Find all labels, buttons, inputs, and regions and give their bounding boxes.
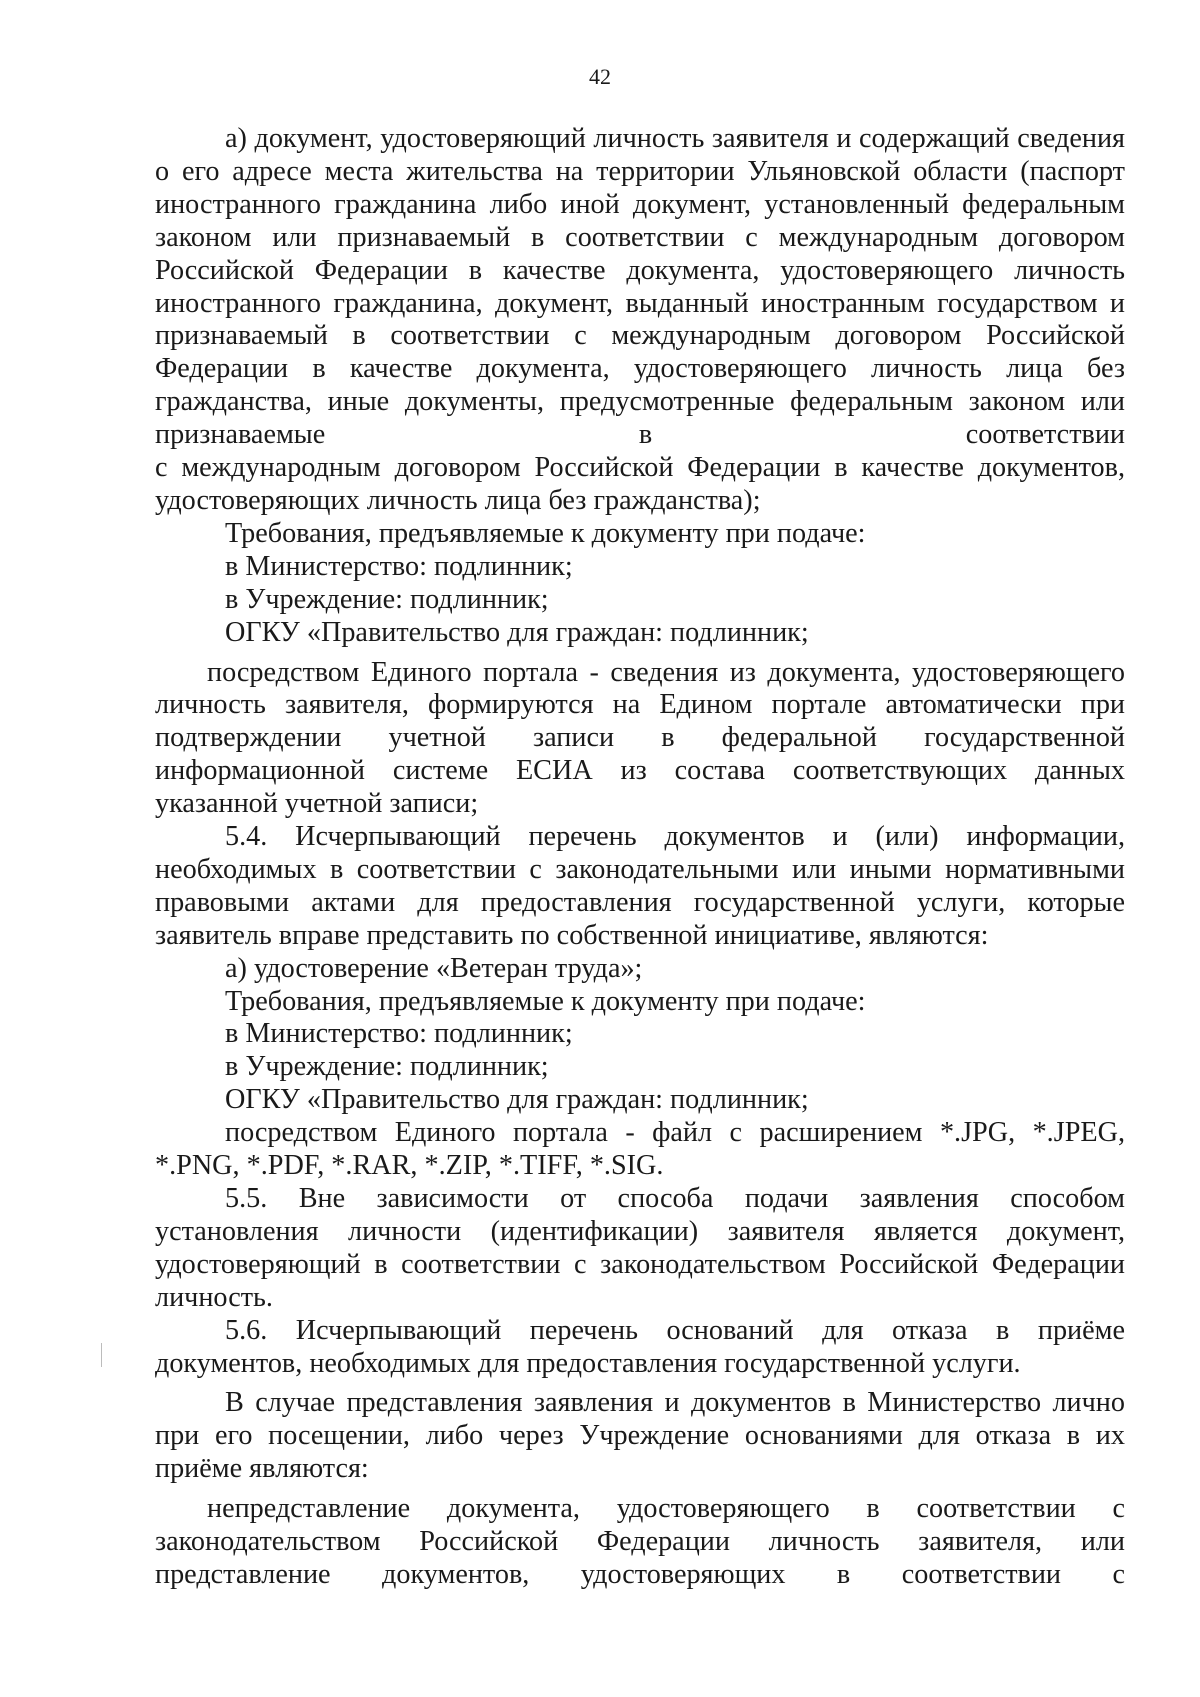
paragraph-portal-file-extensions: посредством Единого портала - файл с расширением *.JPG, *.JPEG, *.PNG, *.PDF, *.RAR, *.ZIP, *.TIFF, *.SIG. <box>155 1117 1125 1182</box>
paragraph-ministry-original-2: в Министерство: подлинник; <box>225 1018 573 1050</box>
paragraph-section-5-4: 5.4. Исчерпывающий перечень документов и (или) информации, необходимых в соответствии с законодательными или иными нормативными правовыми актами для предоставления государственной услуги, которые заявитель вправе представить по собственной инициативе, являются: <box>155 821 1125 951</box>
document-body <box>155 123 1125 1592</box>
paragraph-requirements: Требования, предъявляемые к документу при подаче: <box>225 517 866 549</box>
paragraph-ministry-original: в Министерство: подлинник; <box>225 550 573 582</box>
page-number: 42 <box>589 64 611 89</box>
paragraph-refusal-grounds-intro: В случае представления заявления и документов в Министерство лично при его посещении, либо через Учреждение основаниями для отказа в их приёме являются: <box>155 1387 1125 1485</box>
paragraph-unified-portal-esia: посредством Единого портала - сведения из документа, удостоверяющего личность заявителя, формируются на Едином портале автоматически при подтверждении учетной записи в федеральной государственной информационной системе ЕСИА из состава соответствующих данных указанной учетной записи; <box>155 656 1125 820</box>
paragraph-ogku-original: ОГКУ «Правительство для граждан: подлинник; <box>225 616 809 648</box>
paragraph-section-5-6: 5.6. Исчерпывающий перечень оснований для отказа в приёме документов, необходимых для предоставления государственной услуги. <box>155 1314 1125 1379</box>
paragraph-non-submission: непредставление документа, удостоверяющего в соответствии с законодательством Российской Федерации личность заявителя, или представление документов, удостоверяющих в соответствии с <box>155 1493 1125 1590</box>
paragraph-international-treaty: с международным договором Российской Федерации в качестве документов, удостоверяющих личность лица без гражданства); <box>155 452 1125 516</box>
paragraph-veteran-certificate: а) удостоверение «Ветеран труда»; <box>225 952 643 984</box>
paragraph-identity-document: а) документ, удостоверяющий личность заявителя и содержащий сведения о его адресе места жительства на территории Ульяновской области (паспорт иностранного гражданина либо иной документ, установленный федеральным законом или признаваемый в соответствии с международным договором Российской Федерации в качестве документа, удостоверяющего личность иностранного гражданина, документ, выданный иностранным государством и признаваемый в соответствии с международным договором Российской Федерации в качестве документа, удостоверяющего личность лица без гражданства, иные документы, предусмотренные федеральным законом или признаваемые в соответствии <box>155 123 1125 451</box>
paragraph-institution-original-2: в Учреждение: подлинник; <box>225 1051 549 1083</box>
paragraph-requirements-2: Требования, предъявляемые к документу при подаче: <box>225 985 866 1017</box>
paragraph-section-5-5: 5.5. Вне зависимости от способа подачи заявления способом установления личности (идентификации) заявителя является документ, удостоверяющий в соответствии с законодательством Российской Федерации личность. <box>155 1183 1125 1313</box>
paragraph-institution-original: в Учреждение: подлинник; <box>225 583 549 615</box>
paragraph-ogku-original-2: ОГКУ «Правительство для граждан: подлинник; <box>225 1084 809 1116</box>
scan-margin-mark <box>101 1343 102 1367</box>
